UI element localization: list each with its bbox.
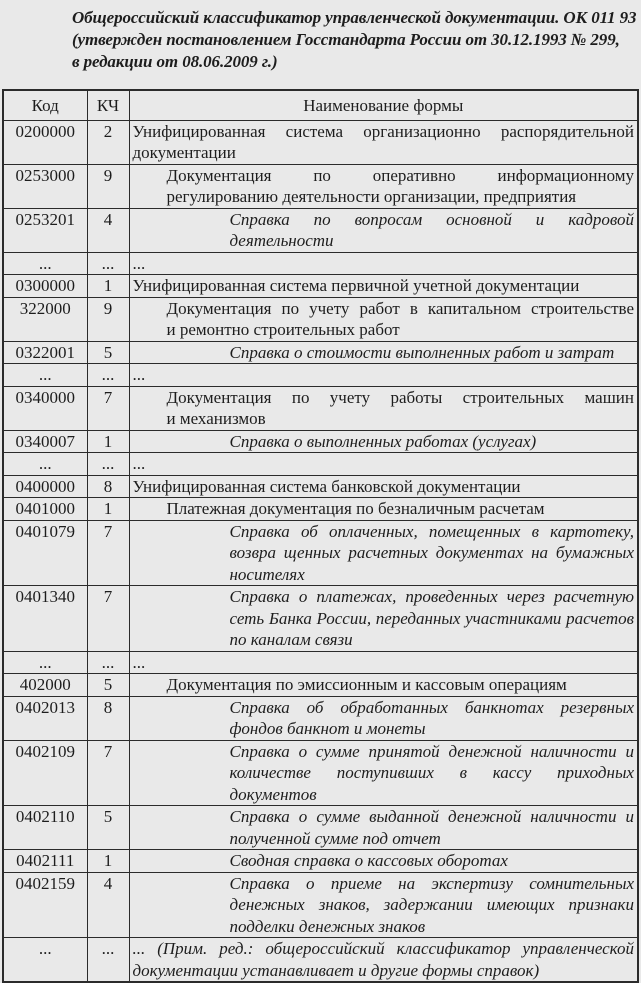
table-row [3, 498, 638, 521]
code-cell: 0253201 [3, 208, 87, 252]
table-row [3, 740, 638, 806]
title-line-3: в редакции от 08.06.2009 г.) [72, 52, 278, 71]
code-cell: 0402013 [3, 696, 87, 740]
table-row [3, 938, 638, 983]
check-number-cell: 9 [87, 164, 129, 208]
form-name-cell: ... [129, 651, 638, 674]
code-cell: 0322001 [3, 341, 87, 364]
code-cell: 0402109 [3, 740, 87, 806]
check-number-cell: 1 [87, 275, 129, 298]
check-number-cell: 1 [87, 850, 129, 873]
form-name-cell: Справка о выполненных работах (услугах) [129, 430, 638, 453]
check-number-cell: 7 [87, 520, 129, 586]
table-header-row [3, 90, 638, 120]
table-row [3, 850, 638, 873]
code-cell: 0402110 [3, 806, 87, 850]
title-line-2: (утвержден постановлением Госстандарта России от 30.12.1993 № 299, [72, 30, 620, 49]
table-row [3, 275, 638, 298]
form-name-cell: Платежная документация по безналичным расчетам [129, 498, 638, 521]
form-name-cell: Унифицированная система первичной учетной документации [129, 275, 638, 298]
table-row [3, 872, 638, 938]
code-cell: 0200000 [3, 120, 87, 164]
check-number-cell: ... [87, 453, 129, 476]
code-cell: 322000 [3, 297, 87, 341]
code-cell: ... [3, 252, 87, 275]
form-name-cell: Справка о платежах, проведенных через расчетную сеть Банка России, переданных участниками расчетов по каналам связи [129, 586, 638, 652]
table-row [3, 520, 638, 586]
table-row [3, 364, 638, 387]
form-name-cell: Сводная справка о кассовых оборотах [129, 850, 638, 873]
form-name-cell: Справка об оплаченных, помещенных в картотеку, возвра щенных расчетных документах на бумажных носителях [129, 520, 638, 586]
check-number-cell: ... [87, 364, 129, 387]
code-cell: 0401000 [3, 498, 87, 521]
check-number-cell: 5 [87, 806, 129, 850]
form-name-cell: ... (Прим. ред.: общероссийский классификатор управленческой документации устанавливает и другие формы справок) [129, 938, 638, 983]
form-name-cell: Документация по учету работы строительных машин и механизмов [129, 386, 638, 430]
document-title [72, 7, 637, 73]
col-header-form-name: Наименование формы [129, 90, 638, 120]
code-cell: 0340000 [3, 386, 87, 430]
check-number-cell: 7 [87, 386, 129, 430]
code-cell: ... [3, 364, 87, 387]
table-row [3, 586, 638, 652]
table-row [3, 164, 638, 208]
check-number-cell: 8 [87, 696, 129, 740]
form-name-cell: Справка о сумме принятой денежной наличности и количестве поступивших в кассу приходных документов [129, 740, 638, 806]
code-cell: 0400000 [3, 475, 87, 498]
table-row [3, 806, 638, 850]
table-body [3, 120, 638, 982]
code-cell: 0253000 [3, 164, 87, 208]
check-number-cell: 1 [87, 430, 129, 453]
check-number-cell: ... [87, 938, 129, 983]
code-cell: ... [3, 651, 87, 674]
form-name-cell: Документация по эмиссионным и кассовым операциям [129, 674, 638, 697]
form-name-cell: Документация по учету работ в капитальном строительстве и ремонтно строительных работ [129, 297, 638, 341]
table-row [3, 430, 638, 453]
table-row [3, 120, 638, 164]
scanned-document-page [0, 7, 641, 980]
check-number-cell: 1 [87, 498, 129, 521]
table-row [3, 386, 638, 430]
table-row [3, 252, 638, 275]
table-row [3, 208, 638, 252]
check-number-cell: 4 [87, 208, 129, 252]
code-cell: 0340007 [3, 430, 87, 453]
title-line-1: Общероссийский классификатор управленческой документации. ОК 011 93 [72, 8, 637, 27]
code-cell: 0402111 [3, 850, 87, 873]
table-row [3, 651, 638, 674]
code-cell: 0402159 [3, 872, 87, 938]
code-cell: 0401340 [3, 586, 87, 652]
form-name-cell: ... [129, 252, 638, 275]
table-row [3, 674, 638, 697]
table-row [3, 297, 638, 341]
form-name-cell: Справка о стоимости выполненных работ и затрат [129, 341, 638, 364]
classifier-table [2, 89, 639, 983]
check-number-cell: 5 [87, 341, 129, 364]
col-header-code: Код [3, 90, 87, 120]
check-number-cell: 7 [87, 740, 129, 806]
table-row [3, 475, 638, 498]
check-number-cell: ... [87, 252, 129, 275]
check-number-cell: 5 [87, 674, 129, 697]
check-number-cell: 9 [87, 297, 129, 341]
form-name-cell: ... [129, 364, 638, 387]
table-row [3, 453, 638, 476]
table-row [3, 341, 638, 364]
form-name-cell: Справка о сумме выданной денежной наличности и полученной сумме под отчет [129, 806, 638, 850]
form-name-cell: Справка по вопросам основной и кадровой деятельности [129, 208, 638, 252]
check-number-cell: 8 [87, 475, 129, 498]
code-cell: ... [3, 453, 87, 476]
form-name-cell: ... [129, 453, 638, 476]
code-cell: 0401079 [3, 520, 87, 586]
form-name-cell: Справка об обработанных банкнотах резервных фондов банкнот и монеты [129, 696, 638, 740]
table-row [3, 696, 638, 740]
col-header-check-number: КЧ [87, 90, 129, 120]
form-name-cell: Справка о приеме на экспертизу сомнительных денежных знаков, задержании имеющих признаки подделки денежных знаков [129, 872, 638, 938]
code-cell: 402000 [3, 674, 87, 697]
check-number-cell: 2 [87, 120, 129, 164]
code-cell: ... [3, 938, 87, 983]
check-number-cell: 4 [87, 872, 129, 938]
check-number-cell: 7 [87, 586, 129, 652]
check-number-cell: ... [87, 651, 129, 674]
form-name-cell: Унифицированная система банковской документации [129, 475, 638, 498]
form-name-cell: Унифицированная система организационно распорядительной документации [129, 120, 638, 164]
form-name-cell: Документация по оперативно информационному регулированию деятельности организации, предприятия [129, 164, 638, 208]
code-cell: 0300000 [3, 275, 87, 298]
